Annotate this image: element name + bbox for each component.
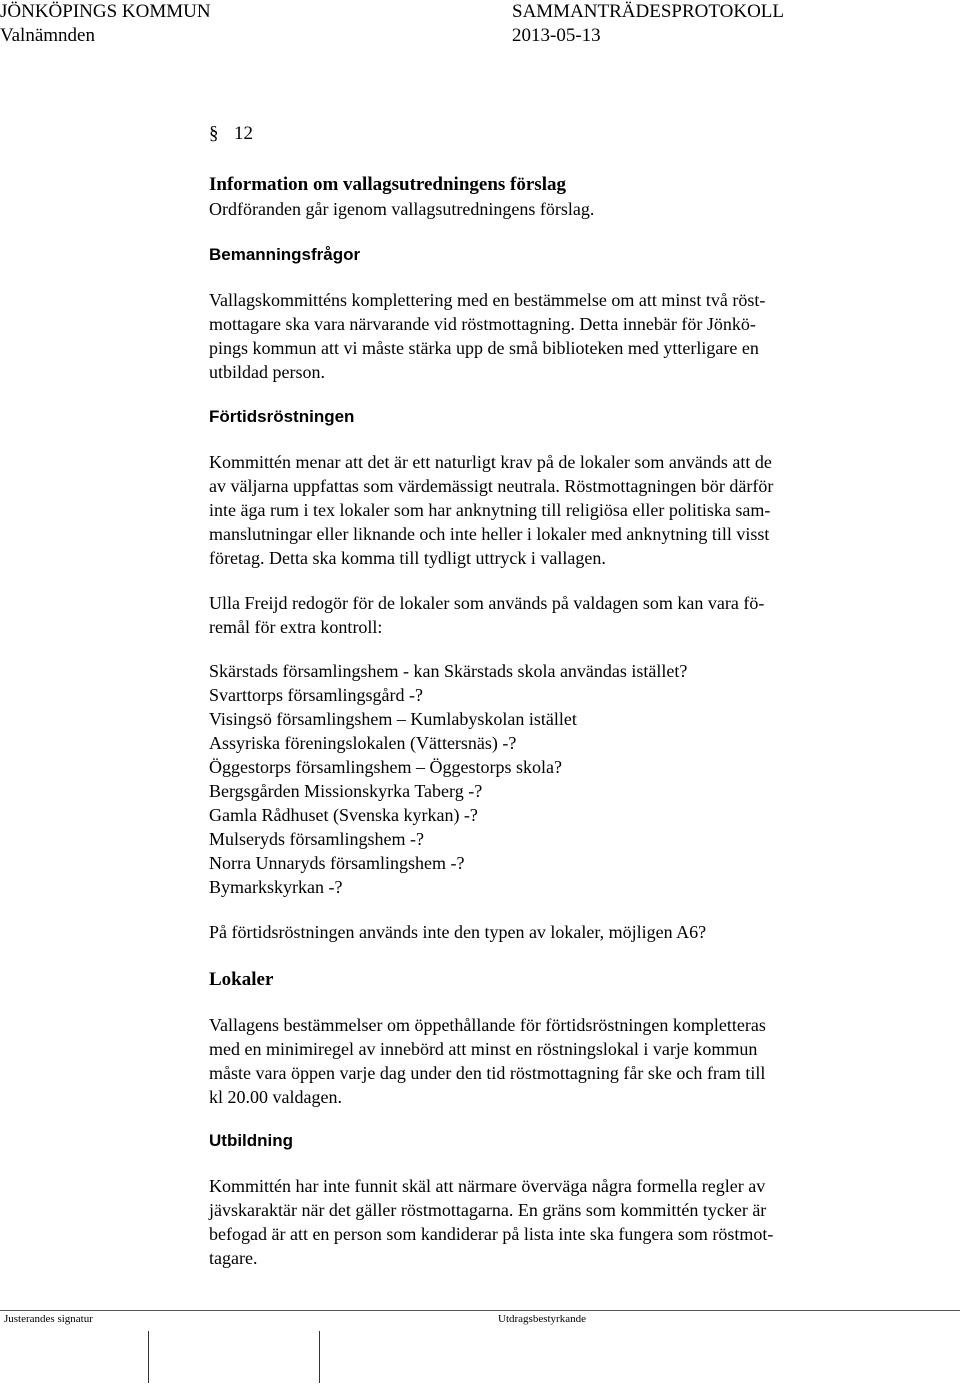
early-voting-heading: Förtidsröstningen (209, 407, 355, 426)
list-item: Norra Unnaryds församlingshem -? (209, 853, 465, 873)
paragraph-sign: § (209, 123, 219, 144)
list-item: Assyriska föreningslokalen (Vättersnäs) -? (209, 733, 517, 753)
section-marker (209, 122, 253, 146)
premises-line: måste vara öppen varje dag under den tid röstmottagning får ske och fram till (209, 1063, 766, 1083)
early-voting-line: av väljarna uppfattas som värdemässigt neutrala. Röstmottagningen bör därför (209, 476, 774, 496)
signature-label: Justerandes signatur (4, 1313, 93, 1325)
staffing-line: Vallagskommitténs komplettering med en bestämmelse om att minst två röst- (209, 290, 766, 310)
list-item: Mulseryds församlingshem -? (209, 829, 424, 849)
premises-line: Vallagens bestämmelser om öppethållande för förtidsröstningen kompletteras (209, 1015, 766, 1035)
list-item: Svarttorps församlingsgård -? (209, 685, 423, 705)
list-item: Skärstads församlingshem - kan Skärstads skola användas istället? (209, 661, 688, 681)
list-item: Bymarkskyrkan -? (209, 877, 343, 897)
staffing-line: utbildad person. (209, 362, 325, 382)
premises-heading: Lokaler (209, 969, 274, 990)
list-item: Visingsö församlingshem – Kumlabyskolan istället (209, 709, 577, 729)
signature-box-divider (319, 1331, 320, 1383)
training-heading: Utbildning (209, 1131, 294, 1150)
section-number: 12 (234, 123, 253, 144)
ulla-line: remål för extra kontroll: (209, 617, 383, 637)
footer-divider (0, 1310, 960, 1311)
early-voting-line: Kommittén menar att det är ett naturligt krav på de lokaler som används att de (209, 452, 772, 472)
early-voting-note: På förtidsröstningen används inte den typen av lokaler, möjligen A6? (209, 922, 707, 942)
early-voting-line: inte äga rum i tex lokaler som har anknytning till religiösa eller politiska sam- (209, 500, 771, 520)
training-line: Kommittén har inte funnit skäl att närmare överväga några formella regler av (209, 1176, 766, 1196)
staffing-line: mottagare ska vara närvarande vid röstmottagning. Detta innebär för Jönkö- (209, 314, 756, 334)
early-voting-line: företag. Detta ska komma till tydligt uttryck i vallagen. (209, 548, 606, 568)
attestation-label: Utdragsbestyrkande (498, 1313, 586, 1325)
staffing-line: pings kommun att vi måste stärka upp de små biblioteken med ytterligare en (209, 338, 759, 358)
organization-name: JÖNKÖPINGS KOMMUN (0, 1, 211, 22)
ulla-line: Ulla Freijd redogör för de lokaler som används på valdagen som kan vara fö- (209, 593, 765, 613)
section-intro: Ordföranden går igenom vallagsutredningens förslag. (209, 199, 595, 219)
training-line: jävskaraktär när det gäller röstmottagarna. En gräns som kommittén tycker är (209, 1200, 767, 1220)
premises-line: kl 20.00 valdagen. (209, 1087, 342, 1107)
staffing-heading: Bemanningsfrågor (209, 245, 361, 264)
premises-line: med en minimiregel av innebörd att minst en röstningslokal i varje kommun (209, 1039, 758, 1059)
signature-box-divider (148, 1331, 149, 1383)
training-line: befogad är att en person som kandiderar på lista inte ska fungera som röstmot- (209, 1224, 774, 1244)
document-type: SAMMANTRÄDESPROTOKOLL (512, 1, 785, 22)
list-item: Gamla Rådhuset (Svenska kyrkan) -? (209, 805, 478, 825)
list-item: Öggestorps församlingshem – Öggestorps skola? (209, 757, 562, 777)
meeting-date: 2013-05-13 (512, 25, 601, 46)
training-line: tagare. (209, 1248, 258, 1268)
section-title: Information om vallagsutredningens förslag (209, 174, 566, 195)
early-voting-line: manslutningar eller liknande och inte heller i lokaler med anknytning till visst (209, 524, 770, 544)
list-item: Bergsgården Missionskyrka Taberg -? (209, 781, 483, 801)
committee-name: Valnämnden (0, 25, 95, 46)
